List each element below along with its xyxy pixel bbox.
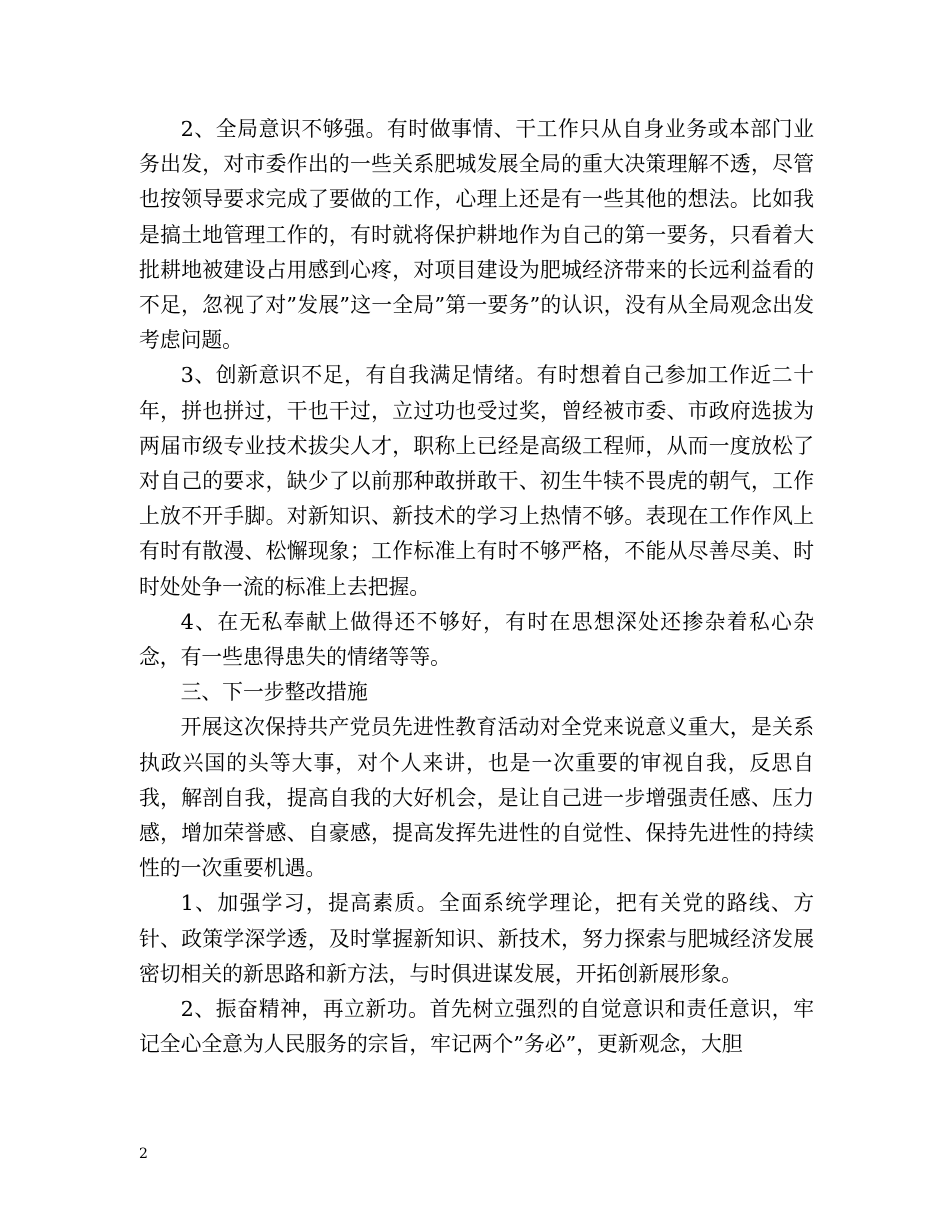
paragraph-education-activity: 开展这次保持共产党员先进性教育活动对全党来说意义重大，是关系执政兴国的头等大事，对个人来讲，也是一次重要的审视自我，反思自我，解剖自我，提高自我的大好机会，是让自己进一步增强责任感、压力感，增加荣誉感、自豪感，提高发挥先进性的自觉性、保持先进性的持续性的一次重要机遇。 — [139, 715, 814, 881]
paragraph-strengthen-study: 1、加强学习，提高素质。全面系统学理论，把有关党的路线、方针、政策学深学透，及时掌握新知识、新技术，努力探索与肥城经济发展密切相关的新思路和新方法，与时俱进谋发展，开拓创新展形象。 — [139, 891, 814, 986]
paragraph-overall-awareness: 2、全局意识不够强。有时做事情、干工作只从自身业务或本部门业务出发，对市委作出的一些关系肥城发展全局的重大决策理解不透，尽管也按领导要求完成了要做的工作，心理上还是有一些其他的想法。比如我是搞土地管理工作的，有时就将保护耕地作为自己的第一要务，只看着大批耕地被建设占用感到心疼，对项目建设为肥城经济带来的长远利益看的不足，忽视了对”发展”这一全局”第一要务”的认识，没有从全局观念出发考虑问题。 — [139, 117, 814, 353]
paragraph-selfless-dedication: 4、在无私奉献上做得还不够好，有时在思想深处还掺杂着私心杂念，有一些患得患失的情绪等等。 — [139, 609, 814, 670]
paragraph-boost-spirit: 2、振奋精神，再立新功。首先树立强烈的自觉意识和责任意识，牢记全心全意为人民服务的宗旨，牢记两个”务必”，更新观念，大胆 — [139, 997, 814, 1057]
section-heading-rectification-measures: 三、下一步整改措施 — [180, 680, 368, 705]
paragraph-innovation-awareness: 3、创新意识不足，有自我满足情绪。有时想着自己参加工作近二十年，拼也拼过，干也干过，立过功也受过奖，曾经被市委、市政府选拔为两届市级专业技术拔尖人才，职称上已经是高级工程师，从而一度放松了对自己的要求，缺少了以前那种敢拼敢干、初生牛犊不畏虎的朝气，工作上放不开手脚。对新知识、新技术的学习上热情不够。表现在工作作风上有时有散漫、松懈现象；工作标准上有时不够严格，不能从尽善尽美、时时处处争一流的标准上去把握。 — [139, 363, 814, 599]
body-text — [139, 112, 814, 1062]
page-number: 2 — [139, 1146, 148, 1162]
